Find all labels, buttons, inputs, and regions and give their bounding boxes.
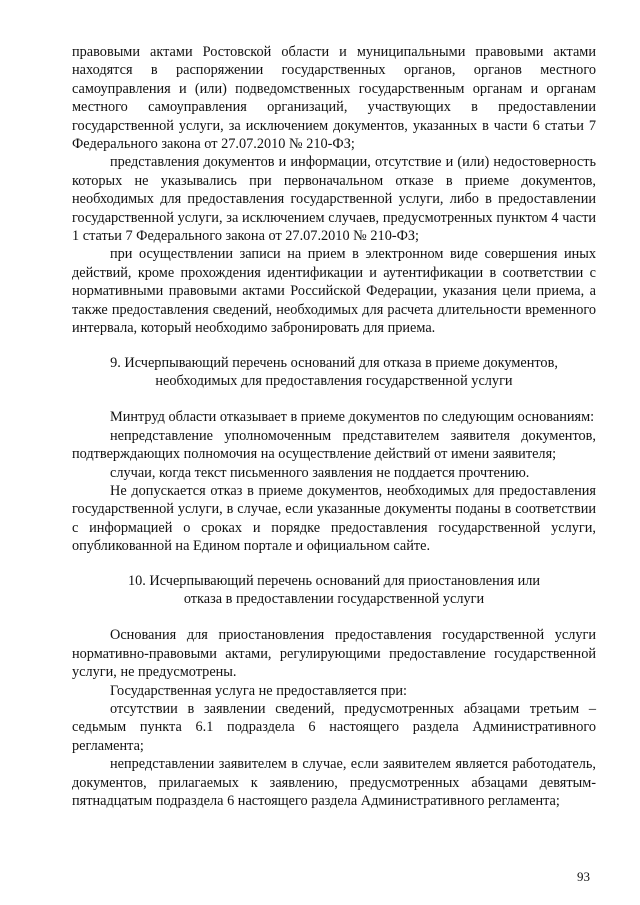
- section-heading-10-line1: 10. Исчерпывающий перечень оснований для приостановления или: [127, 572, 541, 589]
- paragraph: правовыми актами Ростовской области и муниципальными правовыми актами находятся в распоряжении государственных органов, органов местного самоуправления и (или) подведомственных государственным органам и органам местного самоуправления организаций, участвующих в предоставлении государственной услуги, за исключением документов, указанных в части 6 статьи 7 Федерального закона от 27.07.2010 № 210-ФЗ;: [72, 44, 596, 153]
- paragraph: непредставлении заявителем в случае, если заявителем является работодатель, документов, прилагаемых к заявлению, предусмотренных абзацами девятым-пятнадцатым подраздела 6 настоящего раздела Административного регламента;: [72, 756, 596, 810]
- paragraph: непредставление уполномоченным представителем заявителя документов, подтверждающих полномочия на осуществление действий от имени заявителя;: [72, 427, 596, 463]
- paragraph: случаи, когда текст письменного заявления не поддается прочтению.: [110, 464, 530, 481]
- paragraph: Не допускается отказ в приеме документов, необходимых для предоставления государственной услуги, в случае, если указанные документы поданы в соответствии с информацией о сроках и порядке предоставления государственной услуги, опубликованной на Едином портале и официальном сайте.: [72, 482, 596, 555]
- section-heading-9-line1: 9. Исчерпывающий перечень оснований для отказа в приеме документов,: [110, 354, 558, 371]
- paragraph: при осуществлении записи на прием в электронном виде совершения иных действий, кроме прохождения идентификации и аутентификации в соответствии с нормативными правовыми актами Российской Федерации, указания цели приема, а также предоставления сведений, необходимых для расчета длительности временного интервала, который необходимо забронировать для приема.: [72, 246, 596, 337]
- section-heading-9-line2: необходимых для предоставления государственной услуги: [155, 372, 513, 389]
- page-body: [72, 43, 596, 810]
- paragraph: Минтруд области отказывает в приеме документов по следующим основаниям:: [110, 409, 595, 426]
- paragraph: Государственная услуга не предоставляется при:: [110, 682, 408, 699]
- paragraph: отсутствии в заявлении сведений, предусмотренных абзацами третьим – седьмым пункта 6.1 подраздела 6 настоящего раздела Административного регламента;: [72, 701, 596, 754]
- paragraph: представления документов и информации, отсутствие и (или) недостоверность которых не указывались при первоначальном отказе в приеме документов, необходимых для предоставления государственной услуги, либо в предоставлении государственной услуги, за исключением случаев, предусмотренных пунктом 4 части 1 статьи 7 Федерального закона от 27.07.2010 № 210-ФЗ;: [72, 154, 596, 245]
- section-heading-10-line2: отказа в предоставлении государственной услуги: [183, 590, 485, 607]
- page-number: 93: [577, 869, 590, 884]
- paragraph: Основания для приостановления предоставления государственной услуги нормативно-правовыми актами, регулирующими предоставление государственной услуги, не предусмотрены.: [72, 627, 596, 681]
